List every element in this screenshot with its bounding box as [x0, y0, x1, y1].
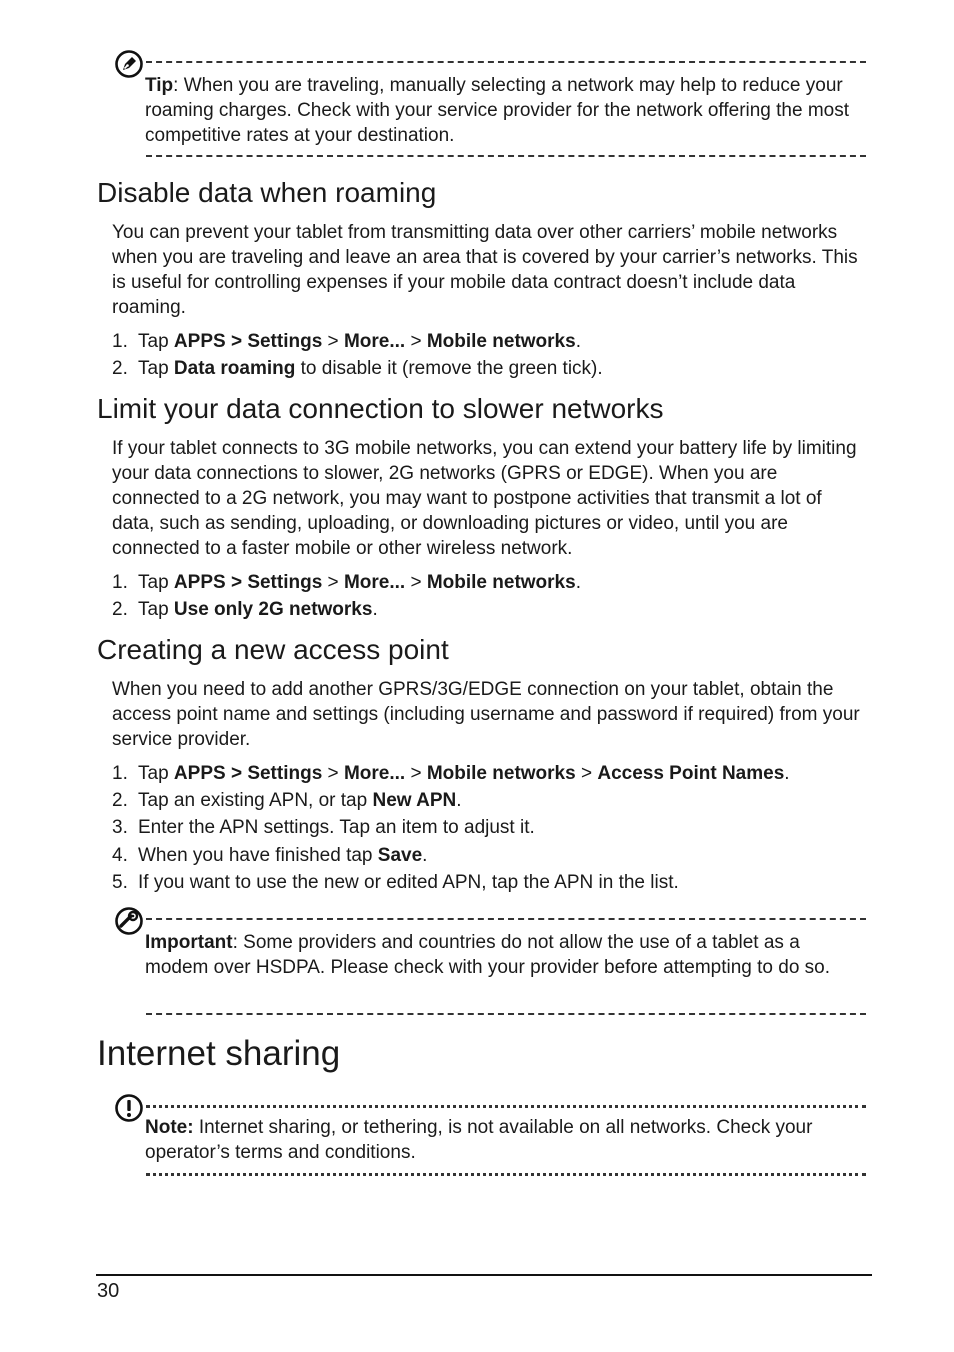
steps-limit-connection: [112, 569, 868, 623]
note-top-divider: [146, 1105, 866, 1108]
important-label: Important: [145, 932, 233, 953]
note-text: [145, 1115, 866, 1165]
important-body: : Some providers and countries do not allow the use of a tablet as a modem over HSDPA. Please check with your provider before attempting to do so.: [145, 932, 831, 978]
list-item: 1. Tap APPS > Settings > More... > Mobile networks.: [112, 572, 581, 593]
note-bottom-divider: [146, 1173, 866, 1176]
tip-note: [114, 46, 866, 161]
list-item: 3. Enter the APN settings. Tap an item to adjust it.: [112, 817, 535, 839]
list-item: 2. Tap Data roaming to disable it (remove the green tick).: [112, 358, 603, 380]
footer-rule: [96, 1274, 872, 1276]
section-body-limit-connection: If your tablet connects to 3G mobile networks, you can extend your battery life by limiting your data connections to slower, 2G networks (GPRS or EDGE). When you are connected to a 2G network, you may want to postpone activities that transmit a lot of data, such as sending, uploading, or downloading pictures or video, until you are connected to a faster mobile or other wireless network.: [112, 438, 857, 559]
tip-icon: [114, 49, 144, 79]
list-item: 2. Tap Use only 2G networks.: [112, 599, 378, 621]
important-icon: [114, 906, 144, 936]
note-box: [114, 1092, 866, 1182]
note-body: Internet sharing, or tethering, is not available on all networks. Check your operator’s terms and conditions.: [145, 1117, 813, 1163]
important-bottom-divider: [146, 1013, 866, 1015]
list-item: 1. Tap APPS > Settings > More... > Mobile networks > Access Point Names.: [112, 763, 790, 784]
important-text: [145, 930, 866, 980]
section-body-access-point: When you need to add another GPRS/3G/EDGE connection on your tablet, obtain the access point name and settings (including username and password if required) from your service provider.: [112, 679, 860, 750]
section-heading-limit-connection: Limit your data connection to slower networks: [97, 393, 664, 424]
exclamation-icon: [114, 1093, 144, 1123]
list-item: 4. When you have finished tap Save.: [112, 844, 428, 866]
tip-label: Tip: [145, 75, 174, 96]
section-heading-access-point: Creating a new access point: [97, 634, 449, 665]
important-note: [114, 903, 866, 1019]
tip-top-divider: [146, 61, 866, 63]
note-label: Note:: [145, 1117, 194, 1138]
section-heading-disable-roaming: Disable data when roaming: [97, 177, 437, 208]
tip-body: : When you are traveling, manually selecting a network may help to reduce your roaming charges. Check with your service provider for the network offering the most competitive rates at your destination.: [145, 75, 850, 146]
steps-disable-roaming: [112, 328, 868, 382]
page-number: 30: [97, 1280, 120, 1302]
section-body-disable-roaming: You can prevent your tablet from transmitting data over other carriers’ mobile networks when you are traveling and leave an area that is covered by your carrier’s networks. This is useful for controlling expenses if your mobile data contract doesn’t include data roaming.: [112, 222, 858, 318]
tip-bottom-divider: [146, 155, 866, 157]
steps-access-point: [112, 760, 868, 896]
list-item: 2. Tap an existing APN, or tap New APN.: [112, 790, 462, 812]
important-top-divider: [146, 918, 866, 920]
chapter-title: Internet sharing: [97, 1034, 341, 1073]
list-item: 1. Tap APPS > Settings > More... > Mobile networks.: [112, 331, 581, 352]
tip-text: [145, 73, 866, 148]
list-item: 5. If you want to use the new or edited APN, tap the APN in the list.: [112, 871, 679, 893]
